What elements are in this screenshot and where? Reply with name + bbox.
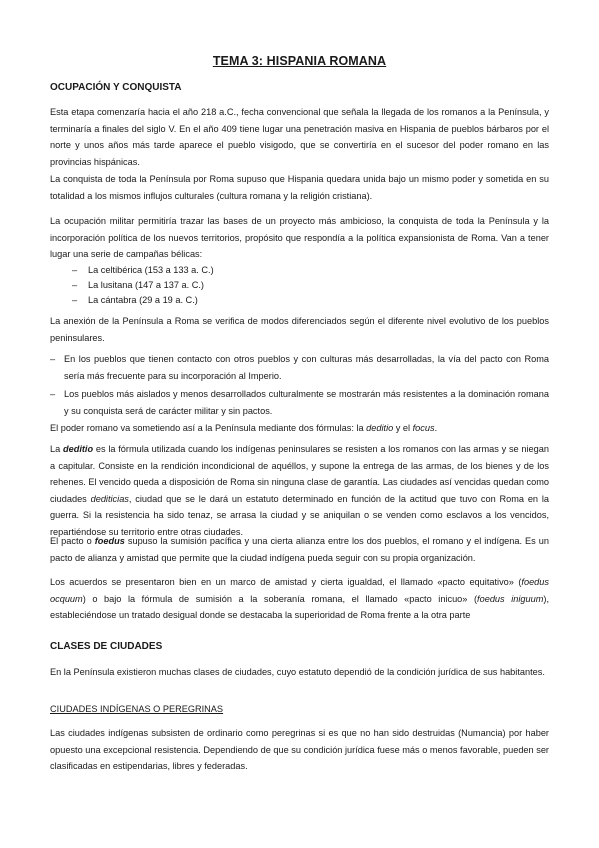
- dash-bullet: –: [72, 265, 78, 275]
- paragraph-intro: Esta etapa comenzaría hacia el año 218 a.C., fecha convencional que señala la llegada de los romanos a la Península, y terminaría a finales del siglo V. En el año 409 tiene lugar una penetración masiva en Hispania de pueblos bárbaros por el norte y unos años más tarde aparece el pueblo visigodo, que se convertiría en el sucesor del poder romano en las provincias hispánicas.: [50, 107, 549, 167]
- paragraph-acuerdos: Los acuerdos se presentaron bien en un marco de amistad y cierta igualdad, el llamado «pacto equitativo» (foedus ocquum) o bajo la fórmula de sumisión a la soberanía romana, el llamado «pacto inicuo» (foedus iniguum), estableciéndose un tratado desigual donde se destacaba la superioridad de Roma frente a la otra parte: [50, 577, 550, 620]
- paragraph-formulas: El poder romano va sometiendo así a la Península mediante dos fórmulas: la deditio y el focus.: [50, 423, 438, 433]
- paragraph-deditio: La deditio es la fórmula utilizada cuando los indígenas peninsulares se resisten a los romanos con las armas y se niegan a capitular. Consiste en la rendición incondicional de aquéllos, y supone la entrega de las armas, de los bienes y de los rehenes. El vencido queda a disposición de Roma sin ninguna clase de garantía. Las ciudades así vencidas quedan como ciudades dediticias, ciudad que se le dará un estatuto determinado en función de la actitud que tuvo con Roma en la guerra. Si la resistencia ha sido tenaz, se arrasa la ciudad y se aniquilan o se venden como esclavos a los vencidos, repartiéndose su territorio entre otras ciudades.: [50, 444, 549, 537]
- paragraph-indigenas: Las ciudades indígenas subsisten de ordinario como peregrinas si es que no han sido destruidas (Numancia) por haber opuesto una excepcional resistencia. Dependiendo de que su condición jurídica fuese más o menos favorable, pueden ser clasificadas en estipendarias, libres y federadas.: [50, 728, 549, 771]
- dash-bullet: –: [50, 389, 56, 399]
- paragraph-conquista: La conquista de toda la Península por Roma supuso que Hispania quedara unida bajo un mismo poder y sometida en su totalidad a los mismos influjos culturales (cultura romana y la religión cristiana).: [50, 174, 549, 201]
- list-item: – La cántabra (29 a 19 a. C.): [50, 293, 549, 308]
- paragraph-clases: En la Península existieron muchas clases de ciudades, cuyo estatuto dependió de la condición jurídica de sus habitantes.: [50, 667, 545, 677]
- list-item: – La celtibérica (153 a 133 a. C.): [50, 263, 549, 278]
- paragraph-anexion: La anexión de la Península a Roma se verifica de modos diferenciados según el diferente nivel evolutivo de los pueblos peninsulares.: [50, 316, 549, 343]
- paragraph-ocupacion-militar: La ocupación militar permitiría trazar las bases de un proyecto más ambicioso, la conquista de toda la Península y la incorporación política de los nuevos territorios, propósito que respondía a la política expansionista de Roma. Van a tener lugar una serie de campañas bélicas:: [50, 216, 549, 259]
- section-heading-ocupacion: OCUPACIÓN Y CONQUISTA: [50, 82, 182, 93]
- dash-bullet: –: [72, 280, 78, 290]
- campaigns-list: [50, 263, 549, 308]
- paragraph-foedus: El pacto o foedus supuso la sumisión pacífica y una cierta alianza entre los dos pueblos, el romano y el indígena. Es un pacto de alianza y amistad que permite que la ciudad indígena pueda seguir con su propia organización.: [50, 536, 549, 563]
- page-title: TEMA 3: HISPANIA ROMANA: [212, 54, 387, 68]
- subsection-heading-indigenas: CIUDADES INDÍGENAS O PEREGRINAS: [50, 704, 224, 714]
- list-item: – Los pueblos más aislados y menos desarrollados culturalmente se mostrarán más resistentes a la dominación romana y su conquista será de carácter militar y sin pactos.: [50, 386, 549, 419]
- list-item: – En los pueblos que tienen contacto con otros pueblos y con culturas más desarrolladas, la vía del pacto con Roma sería más frecuente para su incorporación al Imperio.: [50, 351, 549, 384]
- dash-bullet: –: [50, 354, 56, 364]
- list-item: – La lusitana (147 a 137 a. C.): [50, 278, 549, 293]
- dash-bullet: –: [72, 295, 78, 305]
- section-heading-clases: CLASES DE CIUDADES: [50, 641, 163, 652]
- modes-list: [50, 351, 549, 421]
